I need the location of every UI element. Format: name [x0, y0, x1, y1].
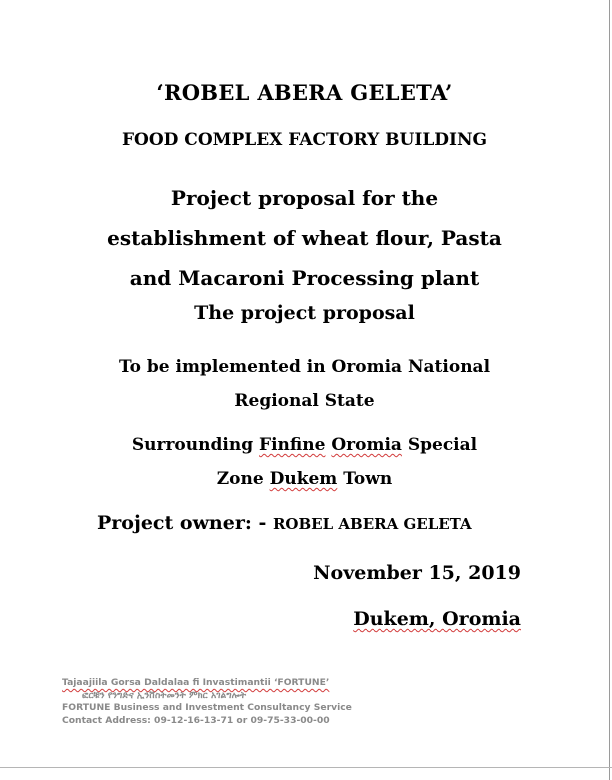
document-place: Dukem, Oromia	[353, 608, 521, 630]
location-line2-prefix: Zone	[216, 469, 270, 489]
spellcheck-word: Dukem	[269, 469, 338, 489]
proposal-line: Project proposal for the	[170, 186, 439, 210]
proposal-line: and Macaroni Processing plant	[129, 266, 480, 290]
spellcheck-word: Finfine	[259, 435, 326, 455]
footer-line: FORTUNE Business and Investment Consultancy Service	[62, 702, 352, 713]
location-line-1	[0, 428, 609, 462]
location-line2-suffix: Town	[337, 469, 393, 489]
document-subtitle: FOOD COMPLEX FACTORY BUILDING	[121, 130, 488, 150]
spellcheck-word: Oromia	[331, 435, 402, 455]
implementation-line: Regional State	[234, 391, 375, 411]
footer-line: Tajaajiila Gorsa Daldalaa fi Invastimantii ‘FORTUNE’	[62, 677, 330, 688]
document-date: November 15, 2019	[313, 562, 521, 584]
project-proposal-heading: The project proposal	[194, 302, 415, 324]
footer-line: Contact Address: 09-12-16-13-71 or 09-75-33-00-00	[62, 714, 330, 726]
location-suffix: Special	[401, 435, 478, 455]
page-edge-bottom	[0, 767, 612, 768]
proposal-line: establishment of wheat flour, Pasta	[107, 226, 502, 250]
location-line-2	[0, 462, 609, 496]
proposal-description	[0, 178, 609, 298]
footer-line: ፎርቹን የንግድና ኢንቨስትመንት ምክር አገልግሎት	[82, 689, 247, 701]
owner-label: Project owner: -	[97, 512, 273, 534]
location-statement	[0, 428, 609, 496]
implementation-statement	[0, 350, 609, 418]
location-prefix: Surrounding	[131, 435, 259, 455]
consultancy-footer	[62, 677, 352, 727]
project-owner	[97, 512, 472, 534]
page-edge-right	[609, 0, 610, 780]
owner-name: ROBEL ABERA GELETA	[272, 515, 472, 533]
document-title: ‘ROBEL ABERA GELETA’	[156, 80, 453, 105]
implementation-line: To be implemented in Oromia National	[118, 357, 491, 377]
